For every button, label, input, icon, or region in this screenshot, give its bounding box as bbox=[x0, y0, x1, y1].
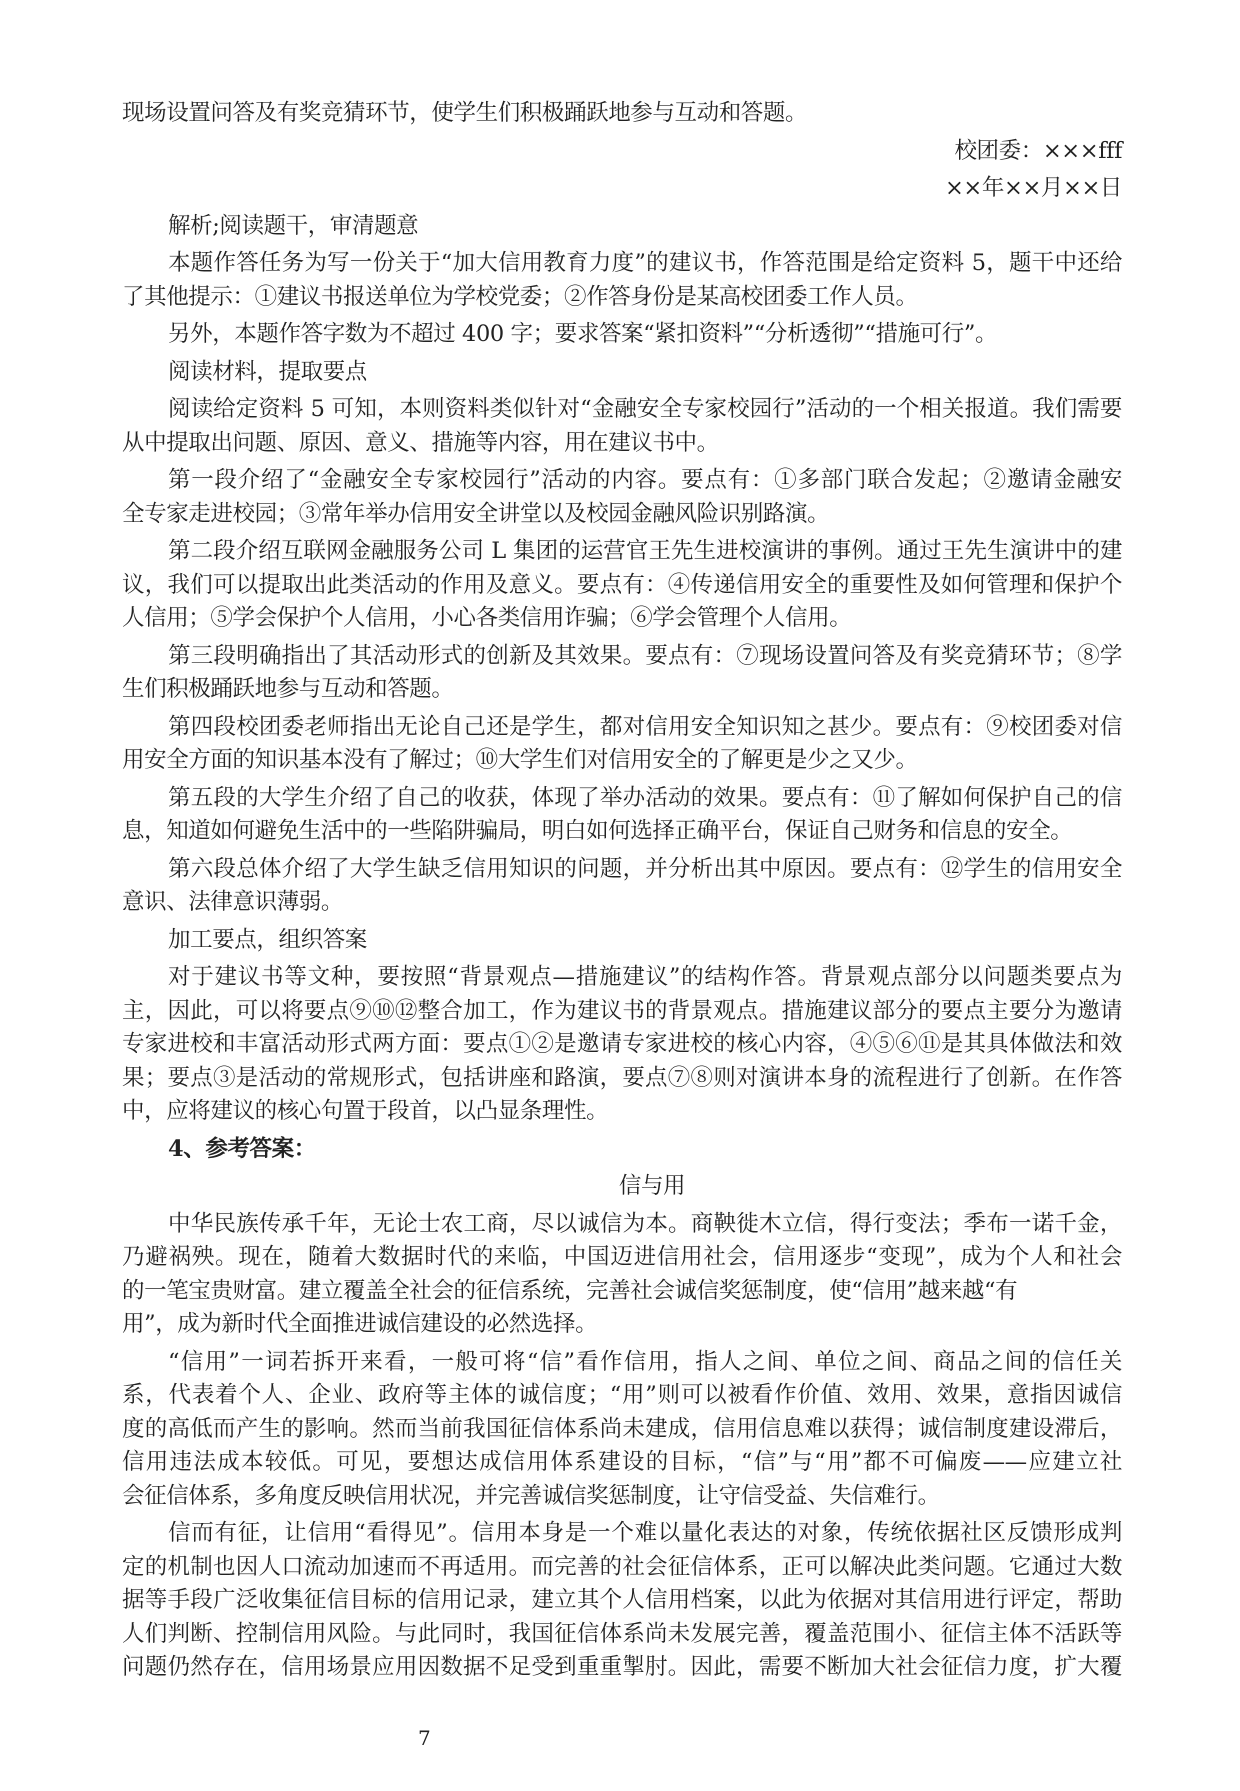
paragraph bbox=[122, 393, 1122, 460]
text-line: 阅读给定资料 5 可知，本则资料类似针对“金融安全专家校园行”活动的一个相关报道。我们需要 bbox=[168, 396, 1122, 422]
text-line: 校团委：×××fff bbox=[954, 137, 1122, 164]
text-line: 乃避祸殃。现在，随着大数据时代的来临，中国迈进信用社会，信用逐步“变现”，成为个人和社会 bbox=[122, 1244, 1122, 1270]
text-line: 第二段介绍互联网金融服务公司 L 集团的运营官王先生进校演讲的事例。通过王先生演讲中的建 bbox=[168, 538, 1122, 564]
text-line: 第五段的大学生介绍了自己的收获，体现了举办活动的效果。要点有：⑪了解如何保护自己的信 bbox=[168, 784, 1122, 811]
text-line: 第四段校团委老师指出无论自己还是学生，都对信用安全知识知之甚少。要点有：⑨校团委对信 bbox=[168, 713, 1122, 740]
paragraph bbox=[122, 640, 1122, 707]
paragraph bbox=[122, 535, 1122, 636]
paragraph bbox=[122, 97, 1122, 131]
text-line: 议，我们可以提取出此类活动的作用及意义。要点有：④传递信用安全的重要性及如何管理和保护个 bbox=[122, 571, 1122, 598]
text-line: 本题作答任务为写一份关于“加大信用教育力度”的建议书，作答范围是给定资料 5，题干中还给 bbox=[168, 250, 1122, 276]
text-line: 定的机制也因人口流动加速而不再适用。而完善的社会征信体系，正可以解决此类问题。它通过大数 bbox=[122, 1553, 1122, 1580]
text-line: 全专家走进校园；③常年举办信用安全讲堂以及校园金融风险识别路演。 bbox=[122, 500, 830, 527]
paragraph bbox=[122, 135, 1122, 169]
text-line: 主，因此，可以将要点⑨⑩⑫整合加工，作为建议书的背景观点。措施建议部分的要点主要分为邀请 bbox=[122, 997, 1122, 1024]
text-line: 信而有征，让信用“看得见”。信用本身是一个难以量化表达的对象，传统依据社区反馈形成判 bbox=[168, 1520, 1122, 1546]
text-line: 生们积极踊跃地参与互动和答题。 bbox=[122, 676, 454, 702]
text-line: 息，知道如何避免生活中的一些陷阱骗局，明白如何选择正确平台，保证自己财务和信息的安全。 bbox=[122, 818, 1073, 844]
text-line: 用安全方面的知识基本没有了解过；⑩大学生们对信用安全的了解更是少之又少。 bbox=[122, 747, 918, 773]
text-line: ××年××月××日 bbox=[944, 175, 1122, 201]
text-line: 现场设置问答及有奖竞猜环节，使学生们积极踊跃地参与互动和答题。 bbox=[122, 100, 808, 126]
paragraph bbox=[122, 782, 1122, 849]
text-line: 专家进校和丰富活动形式两方面：要点①②是邀请专家进校的核心内容，④⑤⑥⑪是其具体做法和效 bbox=[122, 1031, 1122, 1057]
text-line: 系，代表着个人、企业、政府等主体的诚信度；“用”则可以被看作价值、效用、效果，意指因诚信 bbox=[122, 1382, 1122, 1408]
paragraph bbox=[122, 356, 1122, 390]
paragraph bbox=[122, 1517, 1122, 1685]
paragraph bbox=[122, 1133, 1122, 1167]
text-line: 加工要点，组织答案 bbox=[168, 926, 367, 953]
paragraph bbox=[122, 172, 1122, 206]
text-line: 解析;阅读题干，审清题意 bbox=[168, 212, 419, 239]
paragraph bbox=[122, 1208, 1122, 1342]
paragraph bbox=[122, 464, 1122, 531]
text-line: 信用违法成本较低。可见，要想达成信用体系建设的目标，“信”与“用”都不可偏废——应建立社 bbox=[122, 1449, 1122, 1475]
paragraph bbox=[122, 961, 1122, 1129]
text-line: 对于建议书等文种，要按照“背景观点—措施建议”的结构作答。背景观点部分以问题类要点为 bbox=[168, 964, 1122, 990]
paragraph bbox=[122, 853, 1122, 920]
text-line: 度的高低而产生的影响。然而当前我国征信体系尚未建成，信用信息难以获得；诚信制度建设滞后， bbox=[122, 1415, 1122, 1442]
text-line: 第六段总体介绍了大学生缺乏信用知识的问题，并分析出其中原因。要点有：⑫学生的信用安全 bbox=[168, 855, 1122, 882]
text-line: 第一段介绍了“金融安全专家校园行”活动的内容。要点有：①多部门联合发起；②邀请金融安 bbox=[168, 467, 1122, 493]
text-line: 人们判断、控制信用风险。与此同时，我国征信体系尚未发展完善，覆盖范围小、征信主体不活跃等 bbox=[122, 1620, 1122, 1647]
paragraph bbox=[122, 924, 1122, 958]
text-line: 4、参考答案： bbox=[168, 1135, 316, 1162]
paragraph bbox=[122, 210, 1122, 244]
text-line: 了其他提示：①建议书报送单位为学校党委；②作答身份是某高校团委工作人员。 bbox=[122, 283, 918, 310]
paragraph bbox=[122, 711, 1122, 778]
paragraph bbox=[122, 1170, 1122, 1204]
paragraph bbox=[122, 318, 1122, 352]
text-line: 中华民族传承千年，无论士农工商，尽以诚信为本。商鞅徙木立信，得行变法；季布一诺千金， bbox=[168, 1210, 1122, 1237]
text-line: 用”，成为新时代全面推进诚信建设的必然选择。 bbox=[122, 1311, 598, 1337]
paragraph bbox=[122, 1346, 1122, 1514]
text-line: 果；要点③是活动的常规形式，包括讲座和路演，要点⑦⑧则对演讲本身的流程进行了创新。在作答 bbox=[122, 1064, 1122, 1091]
text-line: 中，应将建议的核心句置于段首，以凸显条理性。 bbox=[122, 1098, 609, 1124]
text-line: 第三段明确指出了其活动形式的创新及其效果。要点有：⑦现场设置问答及有奖竞猜环节；⑧学 bbox=[168, 642, 1122, 669]
text-line: 人信用；⑤学会保护个人信用，小心各类信用诈骗；⑥学会管理个人信用。 bbox=[122, 605, 852, 631]
page-number: 7 bbox=[418, 1725, 431, 1750]
document-body bbox=[122, 0, 1122, 1685]
text-line: 的一笔宝贵财富。建立覆盖全社会的征信系统，完善社会诚信奖惩制度，使“信用”越来越“有 bbox=[122, 1277, 1018, 1304]
text-line: 问题仍然存在，信用场景应用因数据不足受到重重掣肘。因此，需要不断加大社会征信力度，扩大覆 bbox=[122, 1654, 1122, 1680]
text-line: 另外，本题作答字数为不超过 400 字；要求答案“紧扣资料”“分析透彻”“措施可行”。 bbox=[168, 321, 998, 347]
text-line: 据等手段广泛收集征信目标的信用记录，建立其个人信用档案，以此为依据对其信用进行评定，帮助 bbox=[122, 1587, 1122, 1613]
text-line: “信用”一词若拆开来看，一般可将“信”看作信用，指人之间、单位之间、商品之间的信任关 bbox=[168, 1348, 1122, 1375]
text-line: 信与用 bbox=[618, 1173, 686, 1199]
text-line: 从中提取出问题、原因、意义、措施等内容，用在建议书中。 bbox=[122, 429, 719, 456]
text-line: 意识、法律意识薄弱。 bbox=[122, 889, 344, 915]
paragraph bbox=[122, 247, 1122, 314]
text-line: 会征信体系，多角度反映信用状况，并完善诚信奖惩制度，让守信受益、失信难行。 bbox=[122, 1482, 940, 1509]
text-line: 阅读材料，提取要点 bbox=[168, 358, 367, 385]
